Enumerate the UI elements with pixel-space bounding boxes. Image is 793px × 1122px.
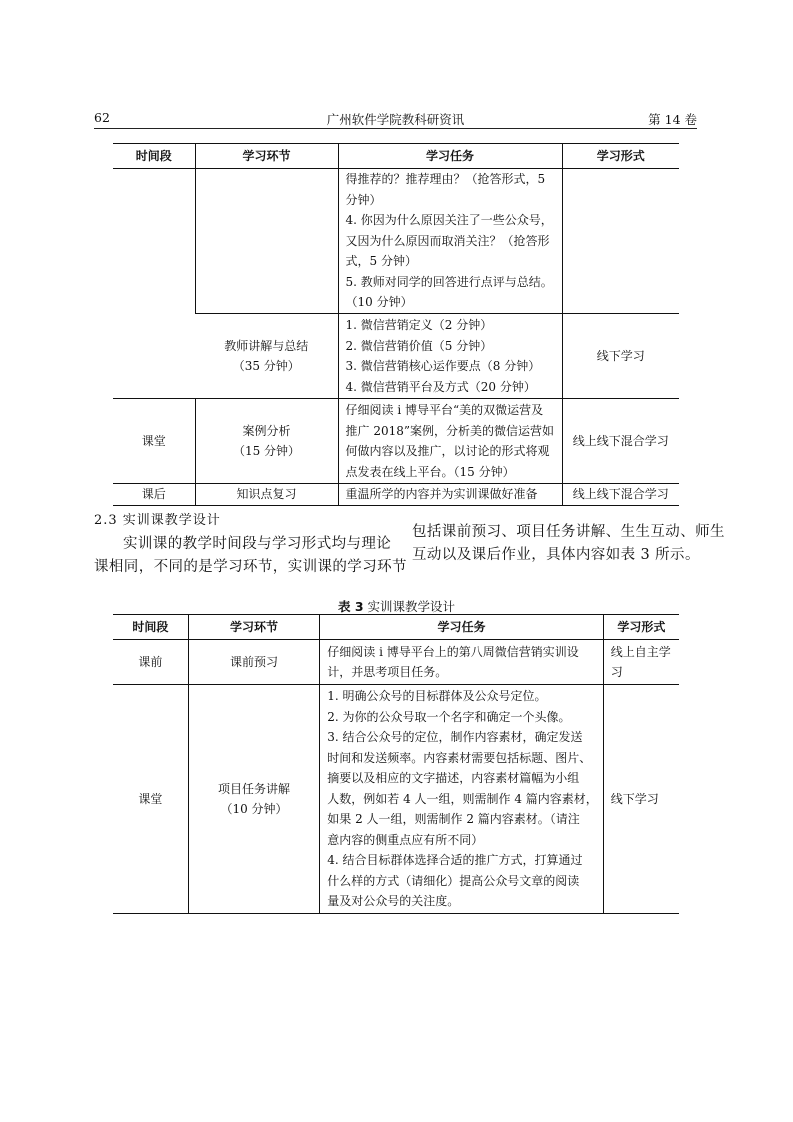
task-line: 4. 结合目标群体选择合适的推广方式，打算通过	[327, 853, 583, 868]
task-line: 分钟）	[345, 192, 382, 207]
continued-table	[113, 143, 679, 506]
task-line: 什么样的方式（请细化）提高公众号文章的阅读	[327, 873, 580, 888]
section-heading: 2.3 实训课教学设计	[94, 513, 221, 528]
table-row	[113, 640, 679, 685]
task-line: 点发表在线上平台。（15 分钟）	[345, 464, 515, 479]
period-cell: 课堂	[113, 399, 195, 484]
task-line: 得推荐的？推荐理由？（抢答形式，5	[345, 172, 546, 187]
table-row	[113, 314, 679, 399]
task-cell	[338, 169, 562, 314]
table-3	[113, 614, 679, 914]
column-header: 时间段	[113, 615, 188, 640]
task-line: 又因为什么原因而取消关注？（抢答形	[345, 233, 550, 248]
form-cell: 线上线下混合学习	[562, 399, 679, 484]
stage-cell	[195, 169, 338, 314]
table-header-row	[113, 144, 679, 169]
journal-title: 广州软件学院教科研资讯	[326, 112, 465, 127]
column-header: 学习任务	[320, 615, 604, 640]
task-line: 1. 明确公众号的目标群体及公众号定位。	[327, 689, 547, 704]
page-number: 62	[94, 110, 110, 125]
paragraph-line: 实训课的教学时间段与学习形式均与理论	[123, 536, 392, 552]
task-line: 量及对公众号的关注度。	[327, 894, 460, 909]
task-line: 人数，例如若 4 人一组，则需制作 4 篇内容素材，	[327, 791, 598, 806]
task-cell	[320, 640, 604, 685]
task-cell	[338, 399, 562, 484]
paragraph-line: 包括课前预习、项目任务讲解、生生互动、师生	[412, 524, 725, 540]
task-line: 仔细阅读 i 博导平台上的第八周微信营销实训设	[327, 644, 579, 659]
column-header: 学习形式	[603, 615, 679, 640]
paragraph-left	[94, 533, 407, 578]
task-line: 重温所学的内容并为实训课做好准备	[345, 487, 538, 501]
task-line: 4. 微信营销平台及方式（20 分钟）	[345, 379, 536, 394]
task-line: 何做内容以及推广，以讨论的形式将观	[345, 444, 550, 458]
form-cell: 线上线下混合学习	[562, 484, 679, 506]
table-row	[113, 685, 679, 914]
stage-line: 项目任务讲解	[218, 781, 291, 796]
period-cell: 课后	[113, 484, 195, 506]
column-header: 学习环节	[195, 144, 338, 169]
stage-line: （35 分钟）	[232, 359, 300, 373]
column-header: 学习环节	[188, 615, 319, 640]
stage-cell	[195, 484, 338, 506]
task-line: 5. 教师对同学的回答进行点评与总结。	[345, 274, 553, 289]
form-cell: 线下学习	[603, 685, 679, 914]
task-line: 4. 你因为什么原因关注了一些公众号，	[345, 213, 553, 228]
stage-line: 案例分析	[242, 423, 291, 438]
period-cell: 课前	[113, 640, 188, 685]
stage-cell	[195, 314, 338, 399]
period-cell	[113, 169, 195, 399]
task-line: 意内容的侧重点应有所不同）	[327, 832, 484, 847]
task-line: 时间和发送频率。内容素材需要包括标题、图片、	[327, 750, 592, 765]
task-cell	[338, 484, 562, 506]
stage-line: 课前预习	[230, 654, 279, 669]
stage-cell	[195, 399, 338, 484]
task-cell	[320, 685, 604, 914]
task-line: 1. 微信营销定义（2 分钟）	[345, 318, 493, 332]
task-line: （10 分钟）	[345, 295, 413, 310]
task-cell	[338, 314, 562, 399]
task-line: 2. 为你的公众号取一个名字和确定一个头像。	[327, 709, 571, 724]
column-header: 学习形式	[562, 144, 679, 169]
column-header: 学习任务	[338, 144, 562, 169]
task-line: 2. 微信营销价值（5 分钟）	[345, 338, 493, 353]
form-cell: 线上自主学习	[603, 640, 679, 685]
caption-label: 表 3	[337, 599, 364, 614]
table-row	[113, 484, 679, 506]
stage-line: （10 分钟）	[220, 802, 288, 816]
form-cell	[562, 169, 679, 314]
table-header-row	[113, 615, 679, 640]
task-line: 3. 微信营销核心运作要点（8 分钟）	[345, 359, 541, 373]
table-row	[113, 169, 679, 314]
volume-label: 第 14 卷	[648, 112, 697, 127]
stage-cell	[188, 685, 319, 914]
paragraph-right	[412, 521, 725, 566]
task-line: 3. 结合公众号的定位，制作内容素材，确定发送	[327, 730, 583, 745]
task-line: 如果 2 人一组，则需制作 2 篇内容素材。（请注	[327, 812, 580, 827]
page-header	[94, 108, 697, 129]
table-row	[113, 399, 679, 484]
task-line: 摘要以及相应的文字描述，内容素材篇幅为小组	[327, 771, 580, 786]
task-line: 式，5 分钟）	[345, 254, 417, 269]
stage-line: （15 分钟）	[232, 444, 301, 458]
stage-line: 知识点复习	[236, 487, 297, 501]
task-line: 计，并思考项目任务。	[327, 665, 448, 679]
period-cell: 课堂	[113, 685, 188, 914]
paragraph-line: 课相同，不同的是学习环节，实训课的学习环节	[94, 558, 407, 575]
paragraph-line: 互动以及课后作业，具体内容如表 3 所示。	[412, 546, 700, 563]
form-cell: 线下学习	[562, 314, 679, 399]
task-line: 仔细阅读 i 博导平台“美的双微运营及	[345, 403, 544, 417]
caption-title: 实训课教学设计	[367, 599, 456, 614]
table-caption	[0, 597, 793, 615]
stage-line: 教师讲解与总结	[224, 338, 309, 353]
stage-cell	[188, 640, 319, 685]
column-header: 时间段	[113, 144, 195, 169]
task-line: 推广 2018”案例，分析美的微信运营如	[345, 423, 554, 438]
